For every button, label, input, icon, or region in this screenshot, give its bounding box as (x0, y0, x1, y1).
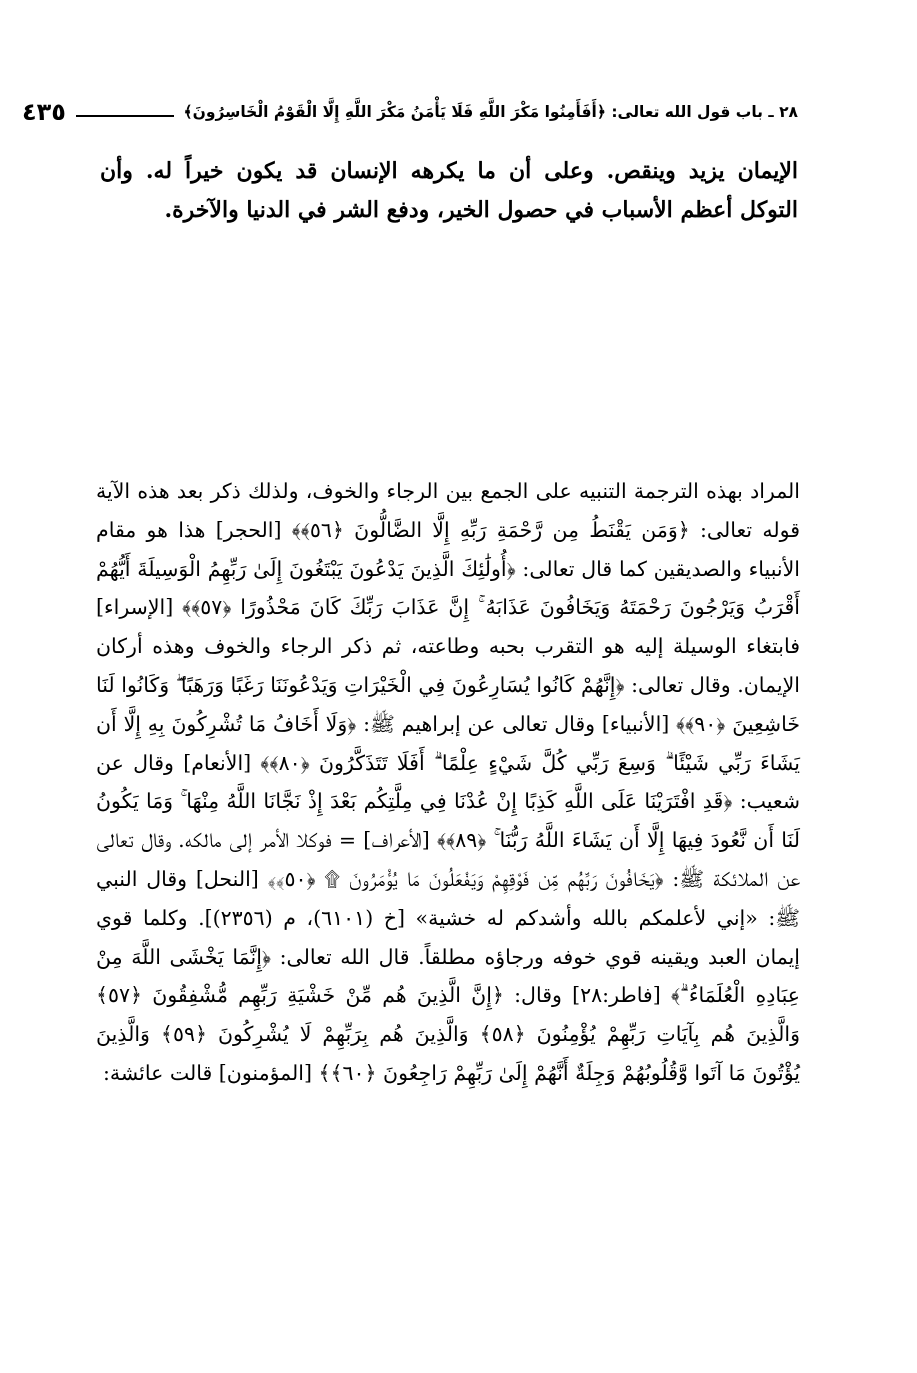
running-header (22, 88, 798, 136)
header-rule (76, 115, 174, 117)
top-paragraph (100, 152, 798, 230)
top-paragraph-text: الإيمان يزيد وينقص. وعلى أن ما يكرهه الإنسان قد يكون خيراً له. وأن التوكل أعظم الأسباب في حصول الخير، ودفع الشر في الدنيا والآخرة. (100, 158, 798, 223)
main-paragraph-text: المراد بهذه الترجمة التنبيه على الجمع بين الرجاء والخوف، ولذلك ذكر بعد هذه الآية قوله تعالى: ﴿وَمَن يَقْنَطُ مِن رَّحْمَةِ رَبِّهِ إِلَّا الضَّالُّونَ ﴿٥٦﴾﴾ [الحجر] هذا هو مقام الأنبياء والصديقين كما قال تعالى: ﴿أُولَٰئِكَ الَّذِينَ يَدْعُونَ يَبْتَغُونَ إِلَىٰ رَبِّهِمُ الْوَسِيلَةَ أَيُّهُمْ أَقْرَبُ وَيَرْجُونَ رَحْمَتَهُ وَيَخَافُونَ عَذَابَهُ ۚ إِنَّ عَذَابَ رَبِّكَ كَانَ مَحْذُورًا ﴿٥٧﴾﴾ [الإسراء] فابتغاء الوسيلة إليه هو التقرب بحبه وطاعته، ثم ذكر الرجاء والخوف وهذه أركان الإيمان. وقال تعالى: ﴿إِنَّهُمْ كَانُوا يُسَارِعُونَ فِي الْخَيْرَاتِ وَيَدْعُونَنَا رَغَبًا وَرَهَبًا ۖ وَكَانُوا لَنَا خَاشِعِينَ ﴿٩٠﴾﴾ [الأنبياء] وقال تعالى عن إبراهيم ﷺ: ﴿وَلَا أَخَافُ مَا تُشْرِكُونَ بِهِ إِلَّا أَن يَشَاءَ رَبِّي شَيْئًا ۗ وَسِعَ رَبِّي كُلَّ شَيْءٍ عِلْمًا ۗ أَفَلَا تَتَذَكَّرُونَ ﴿٨٠﴾﴾ [الأنعام] وقال عن شعيب: ﴿قَدِ افْتَرَيْنَا عَلَى اللَّهِ كَذِبًا إِنْ عُدْنَا فِي مِلَّتِكُم بَعْدَ إِذْ نَجَّانَا اللَّهُ مِنْهَا ۚ وَمَا يَكُونُ لَنَا أَن نَّعُودَ فِيهَا إِلَّا أَن يَشَاءَ اللَّهُ رَبُّنَا ۚ ﴿٨٩﴾﴾ [الأعراف] = فوكلا الأمر إلى مالكه. وقال تعالى عن الملائكة ﷺ: ﴿يَخَافُونَ رَبَّهُم مِّن فَوْقِهِمْ وَيَفْعَلُونَ مَا يُؤْمَرُونَ ۩ ﴿٥٠﴾﴾ [النحل] وقال النبي ﷺ: «إني لأعلمكم بالله وأشدكم له خشية» [خ (٦١٠١)، م (٢٣٥٦)]. وكلما قوي إيمان العبد ويقينه قوي خوفه ورجاؤه مطلقاً. قال الله تعالى: ﴿إِنَّمَا يَخْشَى اللَّهَ مِنْ عِبَادِهِ الْعُلَمَاءُ ۗ﴾ [فاطر:٢٨] وقال: ﴿إِنَّ الَّذِينَ هُم مِّنْ خَشْيَةِ رَبِّهِم مُّشْفِقُونَ ﴿٥٧﴾ وَالَّذِينَ هُم بِآيَاتِ رَبِّهِمْ يُؤْمِنُونَ ﴿٥٨﴾ وَالَّذِينَ هُم بِرَبِّهِمْ لَا يُشْرِكُونَ ﴿٥٩﴾ وَالَّذِينَ يُؤْتُونَ مَا آتَوا وَّقُلُوبُهُمْ وَجِلَةٌ أَنَّهُمْ إِلَىٰ رَبِّهِمْ رَاجِعُونَ ﴿٦٠﴾﴾ [المؤمنون] قالت عائشة: (96, 479, 801, 1085)
chapter-title: ٢٨ ـ باب قول الله تعالى: ﴿أَفَأَمِنُوا مَكْرَ اللَّهِ فَلَا يَأْمَنُ مَكْرَ اللَّهِ إِلَّا الْقَوْمُ الْخَاسِرُونَ﴾ (183, 103, 798, 121)
page-number: ٤٣٥ (22, 98, 66, 126)
main-paragraph (96, 472, 800, 1093)
